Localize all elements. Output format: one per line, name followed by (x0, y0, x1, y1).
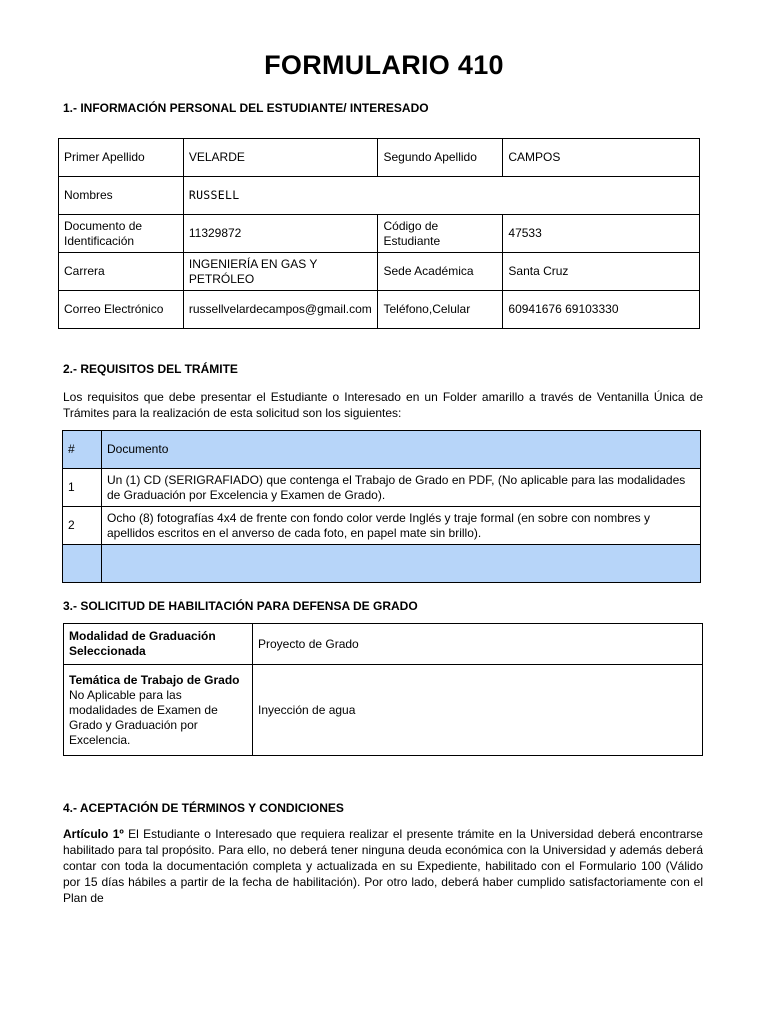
value-sede: Santa Cruz (503, 253, 700, 291)
label-carrera: Carrera (59, 253, 184, 291)
requirements-intro: Los requisitos que debe presentar el Estudiante o Interesado en un Folder amarillo a través de Ventanilla Única de Trámites para la realización de esta solicitud son los siguientes: (63, 390, 703, 420)
label-documento: Documento de Identificación (59, 215, 184, 253)
section3-heading: 3.- SOLICITUD DE HABILITACIÓN PARA DEFENSA DE GRADO (63, 599, 418, 613)
header-num: # (63, 431, 102, 469)
empty-cell (63, 545, 102, 583)
table-row (63, 469, 701, 507)
table-row (63, 507, 701, 545)
table-header-row (63, 431, 701, 469)
label-primer-apellido: Primer Apellido (59, 139, 184, 177)
header-documento: Documento (102, 431, 701, 469)
tematica-label-bold: Temática de Trabajo de Grado (69, 672, 240, 687)
req-num: 1 (63, 469, 102, 507)
value-telefono: 60941676 69103330 (503, 291, 700, 329)
label-segundo-apellido: Segundo Apellido (378, 139, 503, 177)
table-row (64, 665, 703, 756)
article-label: Artículo 1º (63, 827, 124, 841)
tematica-label-note: No Aplicable para las modalidades de Examen de Grado y Graduación por Excelencia. (69, 687, 218, 747)
article-1 (63, 826, 703, 906)
table-row (59, 215, 700, 253)
value-nombres: RUSSELL (183, 177, 699, 215)
value-carrera: INGENIERÍA EN GAS Y PETRÓLEO (183, 253, 378, 291)
table-row (59, 177, 700, 215)
section1-heading: 1.- INFORMACIÓN PERSONAL DEL ESTUDIANTE/ INTERESADO (63, 101, 429, 115)
label-nombres: Nombres (59, 177, 184, 215)
value-segundo-apellido: CAMPOS (503, 139, 700, 177)
table-row-empty (63, 545, 701, 583)
value-correo: russellvelardecampos@gmail.com (183, 291, 378, 329)
table-row (59, 253, 700, 291)
label-codigo-estudiante: Código de Estudiante (378, 215, 503, 253)
table-row (59, 139, 700, 177)
article-text: El Estudiante o Interesado que requiera realizar el presente trámite en la Universidad deberá encontrarse habilitado para tal propósito. Para ello, no deberá tener ninguna deuda económica con la Universidad y además deberá contar con toda la documentación completa y actualizada en su Expediente, habilitado con el Formulario 100 (Válido por 15 días hábiles a partir de la fecha de habilitación). Por otro lado, deberá haber cumplido satisfactoriamente con el Plan de (63, 827, 703, 905)
value-documento: 11329872 (183, 215, 378, 253)
defense-request-table (63, 623, 703, 756)
section4-heading: 4.- ACEPTACIÓN DE TÉRMINOS Y CONDICIONES (63, 801, 344, 815)
modalidad-label: Modalidad de Graduación Seleccionada (64, 624, 253, 665)
table-row (59, 291, 700, 329)
value-primer-apellido: VELARDE (183, 139, 378, 177)
label-correo: Correo Electrónico (59, 291, 184, 329)
req-doc: Un (1) CD (SERIGRAFIADO) que contenga el Trabajo de Grado en PDF, (No aplicable para las modalidades de Graduación por Excelencia y Examen de Grado). (102, 469, 701, 507)
req-doc: Ocho (8) fotografías 4x4 de frente con fondo color verde Inglés y traje formal (en sobre con nombres y apellidos escritos en el anverso de cada foto, en papel mate sin brillo). (102, 507, 701, 545)
modalidad-value: Proyecto de Grado (253, 624, 703, 665)
value-codigo-estudiante: 47533 (503, 215, 700, 253)
table-row (64, 624, 703, 665)
empty-cell (102, 545, 701, 583)
label-telefono: Teléfono,Celular (378, 291, 503, 329)
section2-heading: 2.- REQUISITOS DEL TRÁMITE (63, 362, 238, 376)
tematica-value: Inyección de agua (253, 665, 703, 756)
requirements-table (62, 430, 701, 583)
label-sede: Sede Académica (378, 253, 503, 291)
req-num: 2 (63, 507, 102, 545)
personal-info-table (58, 138, 700, 329)
tematica-label (64, 665, 253, 756)
form-title: FORMULARIO 410 (264, 50, 504, 80)
